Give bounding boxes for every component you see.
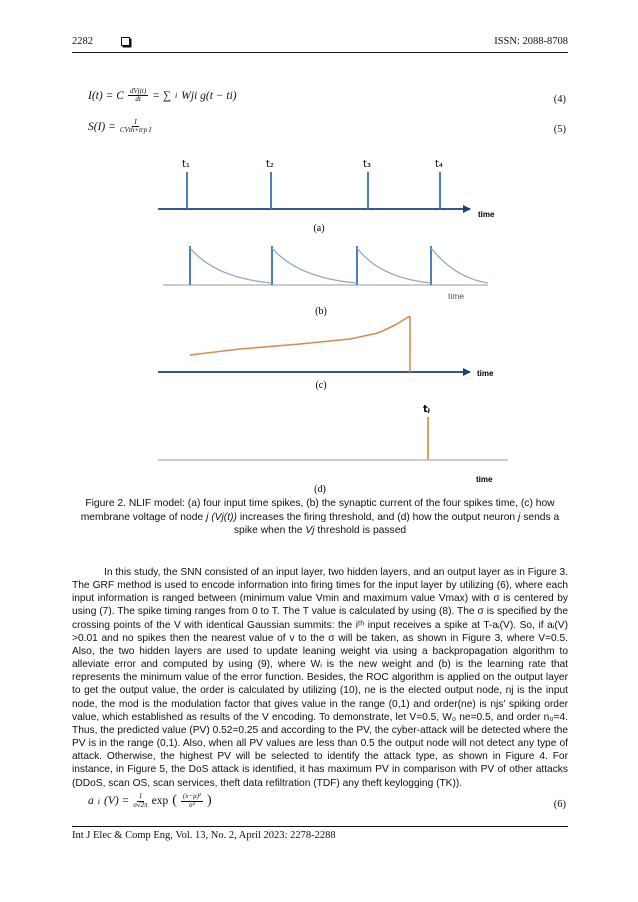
figure-caption: Figure 2. NLIF model: (a) four input time spikes, (b) the synaptic current of the four spikes time, (c) how membrane voltage of node j (Vj(t)) increases the firing threshold, and (d) how the output neuron j sends a spike when the Vj threshold is passed — [80, 498, 560, 536]
panel-c-axis-label: time — [477, 369, 494, 378]
panel-b — [163, 246, 488, 317]
decay-curve-1 — [190, 248, 272, 283]
equation-4: I(t) = C $\frac{\text{dVj(t)}}{dt}$ = ∑ i Wji g(t − ti) — [88, 87, 237, 104]
page-number: 2282 — [72, 36, 93, 47]
body-paragraph: In this study, the SNN consisted of an input layer, two hidden layers, and an output layer as in Figure 3. The GRF method is used to encode information into firing times for the input layer by utilizing (6), where each input information is ranged between (minimum value Vmin and maximum value Vmax) with σ is centered by using (7). The spike timing ranges from 0 to T. The T value is calculated by using (8). The σ is specified by the crossing points of the V with identical Gaussian summits: the iᵗʰ input receives a spike at T-aᵢ(V). So, if aᵢ(V) >0.01 and no spikes then the nearest value of v to the σ will be taken, as shown in Figure 3, where V=0.5. Also, the two hidden layers are used to update leaning weight via using a backpropagation algorithm to alleviate error and computed by using (9), where Wᵢ is the new weight and (b) is the learning rate that represents the minimum value of the error function. Besides, the ROC algorithm is applied on the output layer to get the output value, the order is calculated by utilizing (10), ne is the elected output node, nj is the input node, the mod is the modulation factor that gives value in the range (0,1) and order(ne) is njs’ spiking order value, which established as results of the V encoding. To demonstrate, let V=0.5, W₀ ne=0.5, and order n₀=4. Thus, the predicted value (PV) 0.52=0.25 and according to the PV, the cyber-attack will be detected where the PV is in the range (0,1). Also, when all PV values are less than 0.5 the output node will not detect any type of attack. Otherwise, the highest PV will be selected to identify the attack type, as shown in Figure 4. For instance, in Figure 5, the DoS attack is identified, it has maximum PV in comparison with PV of other attacks (DDoS, scan OS, scan services, theft data refiltration (TDF) any theft keylogging (TK)). — [72, 567, 568, 789]
footer-rule — [72, 826, 568, 827]
panel-d-axis-label: time — [476, 475, 493, 484]
panel-b-axis-label: time — [448, 291, 465, 301]
equation-6-fraction: $\frac{1}{\sigma√2\pi}$ — [133, 792, 148, 809]
panel-d — [158, 404, 508, 495]
equation-4-number: (4) — [553, 94, 566, 105]
equation-6-number: (6) — [553, 799, 566, 810]
panel-a-label: (a) — [313, 223, 325, 234]
equation-6: a i (V) = $\frac{1}{\sigma√2\pi}$ exp ( $\frac{\text{(x−μ)²}}{\text{σ²}}$ ) — [88, 792, 212, 809]
output-spike-label: tⱼ — [423, 404, 430, 415]
equation-4-fraction: $\frac{\text{dVj(t)}}{dt}$ — [129, 87, 147, 104]
issn: ISSN: 2088-8708 — [494, 36, 568, 47]
membrane-voltage-rise — [190, 316, 410, 355]
spike-label-1: t₁ — [182, 159, 190, 170]
panel-b-label: (b) — [315, 306, 327, 317]
spike-label-2: t₂ — [266, 159, 274, 170]
panel-a — [158, 159, 495, 234]
panel-d-label: (d) — [314, 484, 326, 495]
panel-a-axis-label: time — [478, 210, 495, 219]
equation-5: S(I) = $\frac{I}{\text{CVth+trp I}}$ — [88, 118, 152, 135]
decay-curve-3 — [357, 248, 431, 283]
spike-label-4: t₄ — [435, 159, 443, 170]
decay-curve-4 — [431, 248, 488, 283]
decay-curve-2 — [272, 248, 357, 283]
footer: Int J Elec & Comp Eng, Vol. 13, No. 2, April 2023: 2278-2288 — [72, 830, 336, 841]
body-text — [72, 566, 568, 790]
equation-5-fraction: $\frac{I}{\text{CVth+trp I}}$ — [119, 118, 152, 135]
equation-6-exponent: $\frac{\text{(x−μ)²}}{\text{σ²}}$ — [182, 792, 202, 809]
panel-c — [158, 316, 494, 391]
equation-5-number: (5) — [553, 124, 566, 135]
spike-label-3: t₃ — [363, 159, 371, 170]
panel-c-label: (c) — [315, 380, 327, 391]
